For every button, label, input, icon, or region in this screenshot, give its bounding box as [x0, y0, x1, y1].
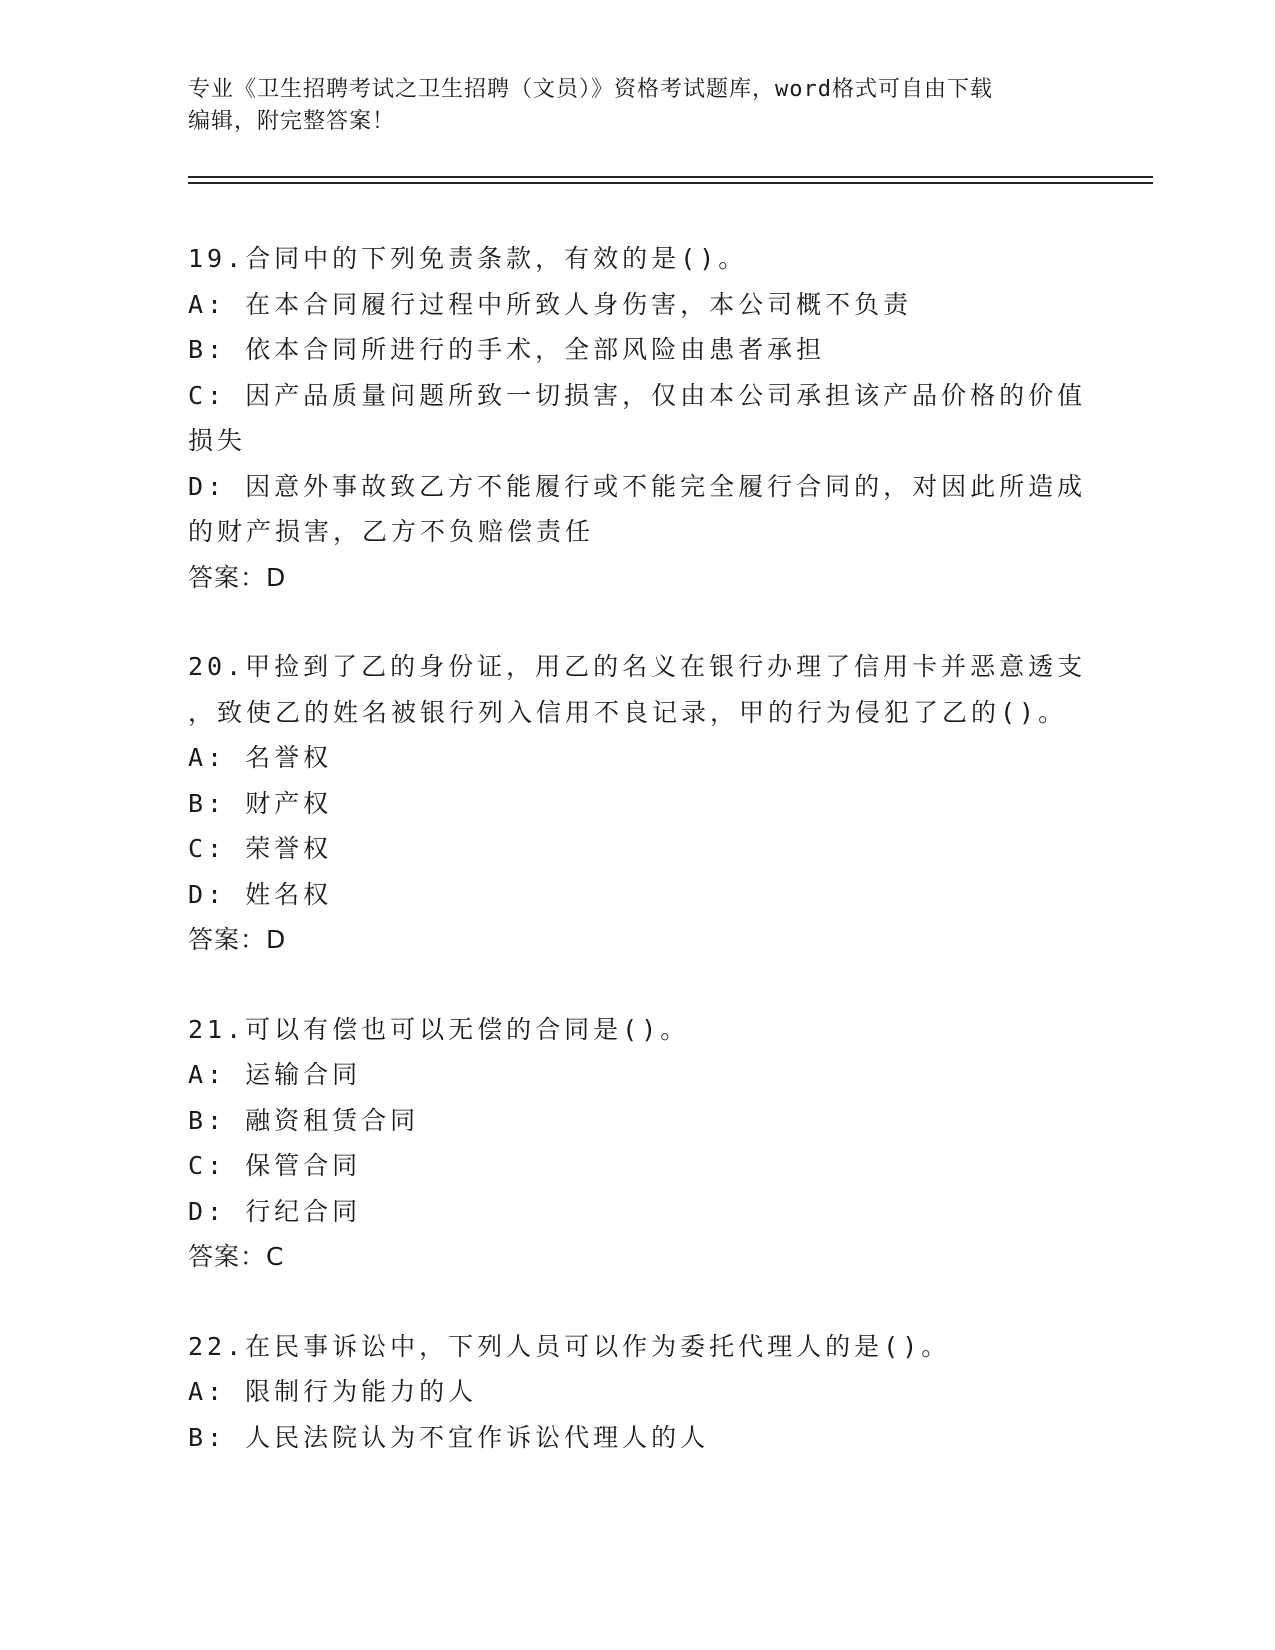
question-option: B: 人民法院认为不宜作诉讼代理人的人	[188, 1422, 710, 1452]
question-block	[188, 1007, 1088, 1280]
header-line-1: 专业《卫生招聘考试之卫生招聘（文员）》资格考试题库，word格式可自由下载	[188, 77, 993, 102]
question-option: C: 荣誉权	[188, 834, 333, 863]
question-option: 的财产损害，乙方不负赔偿责任	[188, 517, 595, 546]
question-answer: 答案：D	[188, 562, 287, 592]
question-option: C: 因产品质量问题所致一切损害，仅由本公司承担该产品价格的价值	[188, 380, 1087, 410]
question-answer: 答案：C	[188, 1242, 285, 1271]
question-stem: 22.在民事诉讼中，下列人员可以作为委托代理人的是()。	[188, 1331, 951, 1361]
question-option: B: 财产权	[188, 788, 333, 818]
question-block	[188, 644, 1088, 963]
question-stem: ，致使乙的姓名被银行列入信用不良记录，甲的行为侵犯了乙的()。	[188, 697, 1068, 727]
question-stem: 20.甲捡到了乙的身份证，用乙的名义在银行办理了信用卡并恶意透支	[188, 652, 1087, 681]
question-block	[188, 1324, 1088, 1461]
question-stem: 21.可以有偿也可以无偿的合同是()。	[188, 1014, 690, 1044]
question-option: C: 保管合同	[188, 1151, 362, 1180]
header-divider-bottom	[188, 182, 1153, 184]
question-option: A: 运输合同	[188, 1060, 362, 1089]
question-option: D: 行纪合同	[188, 1196, 362, 1226]
question-option: D: 姓名权	[188, 879, 333, 909]
document-header	[188, 74, 1088, 138]
header-line-2: 编辑，附完整答案！	[188, 109, 396, 134]
question-option: A: 在本合同履行过程中所致人身伤害，本公司概不负责	[188, 289, 913, 319]
question-stem: 19.合同中的下列免责条款，有效的是()。	[188, 244, 748, 273]
question-option: A: 限制行为能力的人	[188, 1377, 478, 1406]
header-divider-top	[188, 176, 1153, 178]
question-option: B: 融资租赁合同	[188, 1105, 420, 1135]
question-option: B: 依本合同所进行的手术，全部风险由患者承担	[188, 335, 826, 364]
question-answer: 答案：D	[188, 925, 287, 954]
question-option: D: 因意外事故致乙方不能履行或不能完全履行合同的，对因此所造成	[188, 471, 1087, 501]
question-option: A: 名誉权	[188, 743, 333, 772]
question-option: 损失	[188, 426, 247, 455]
question-list	[188, 236, 1088, 1504]
question-block	[188, 236, 1088, 600]
